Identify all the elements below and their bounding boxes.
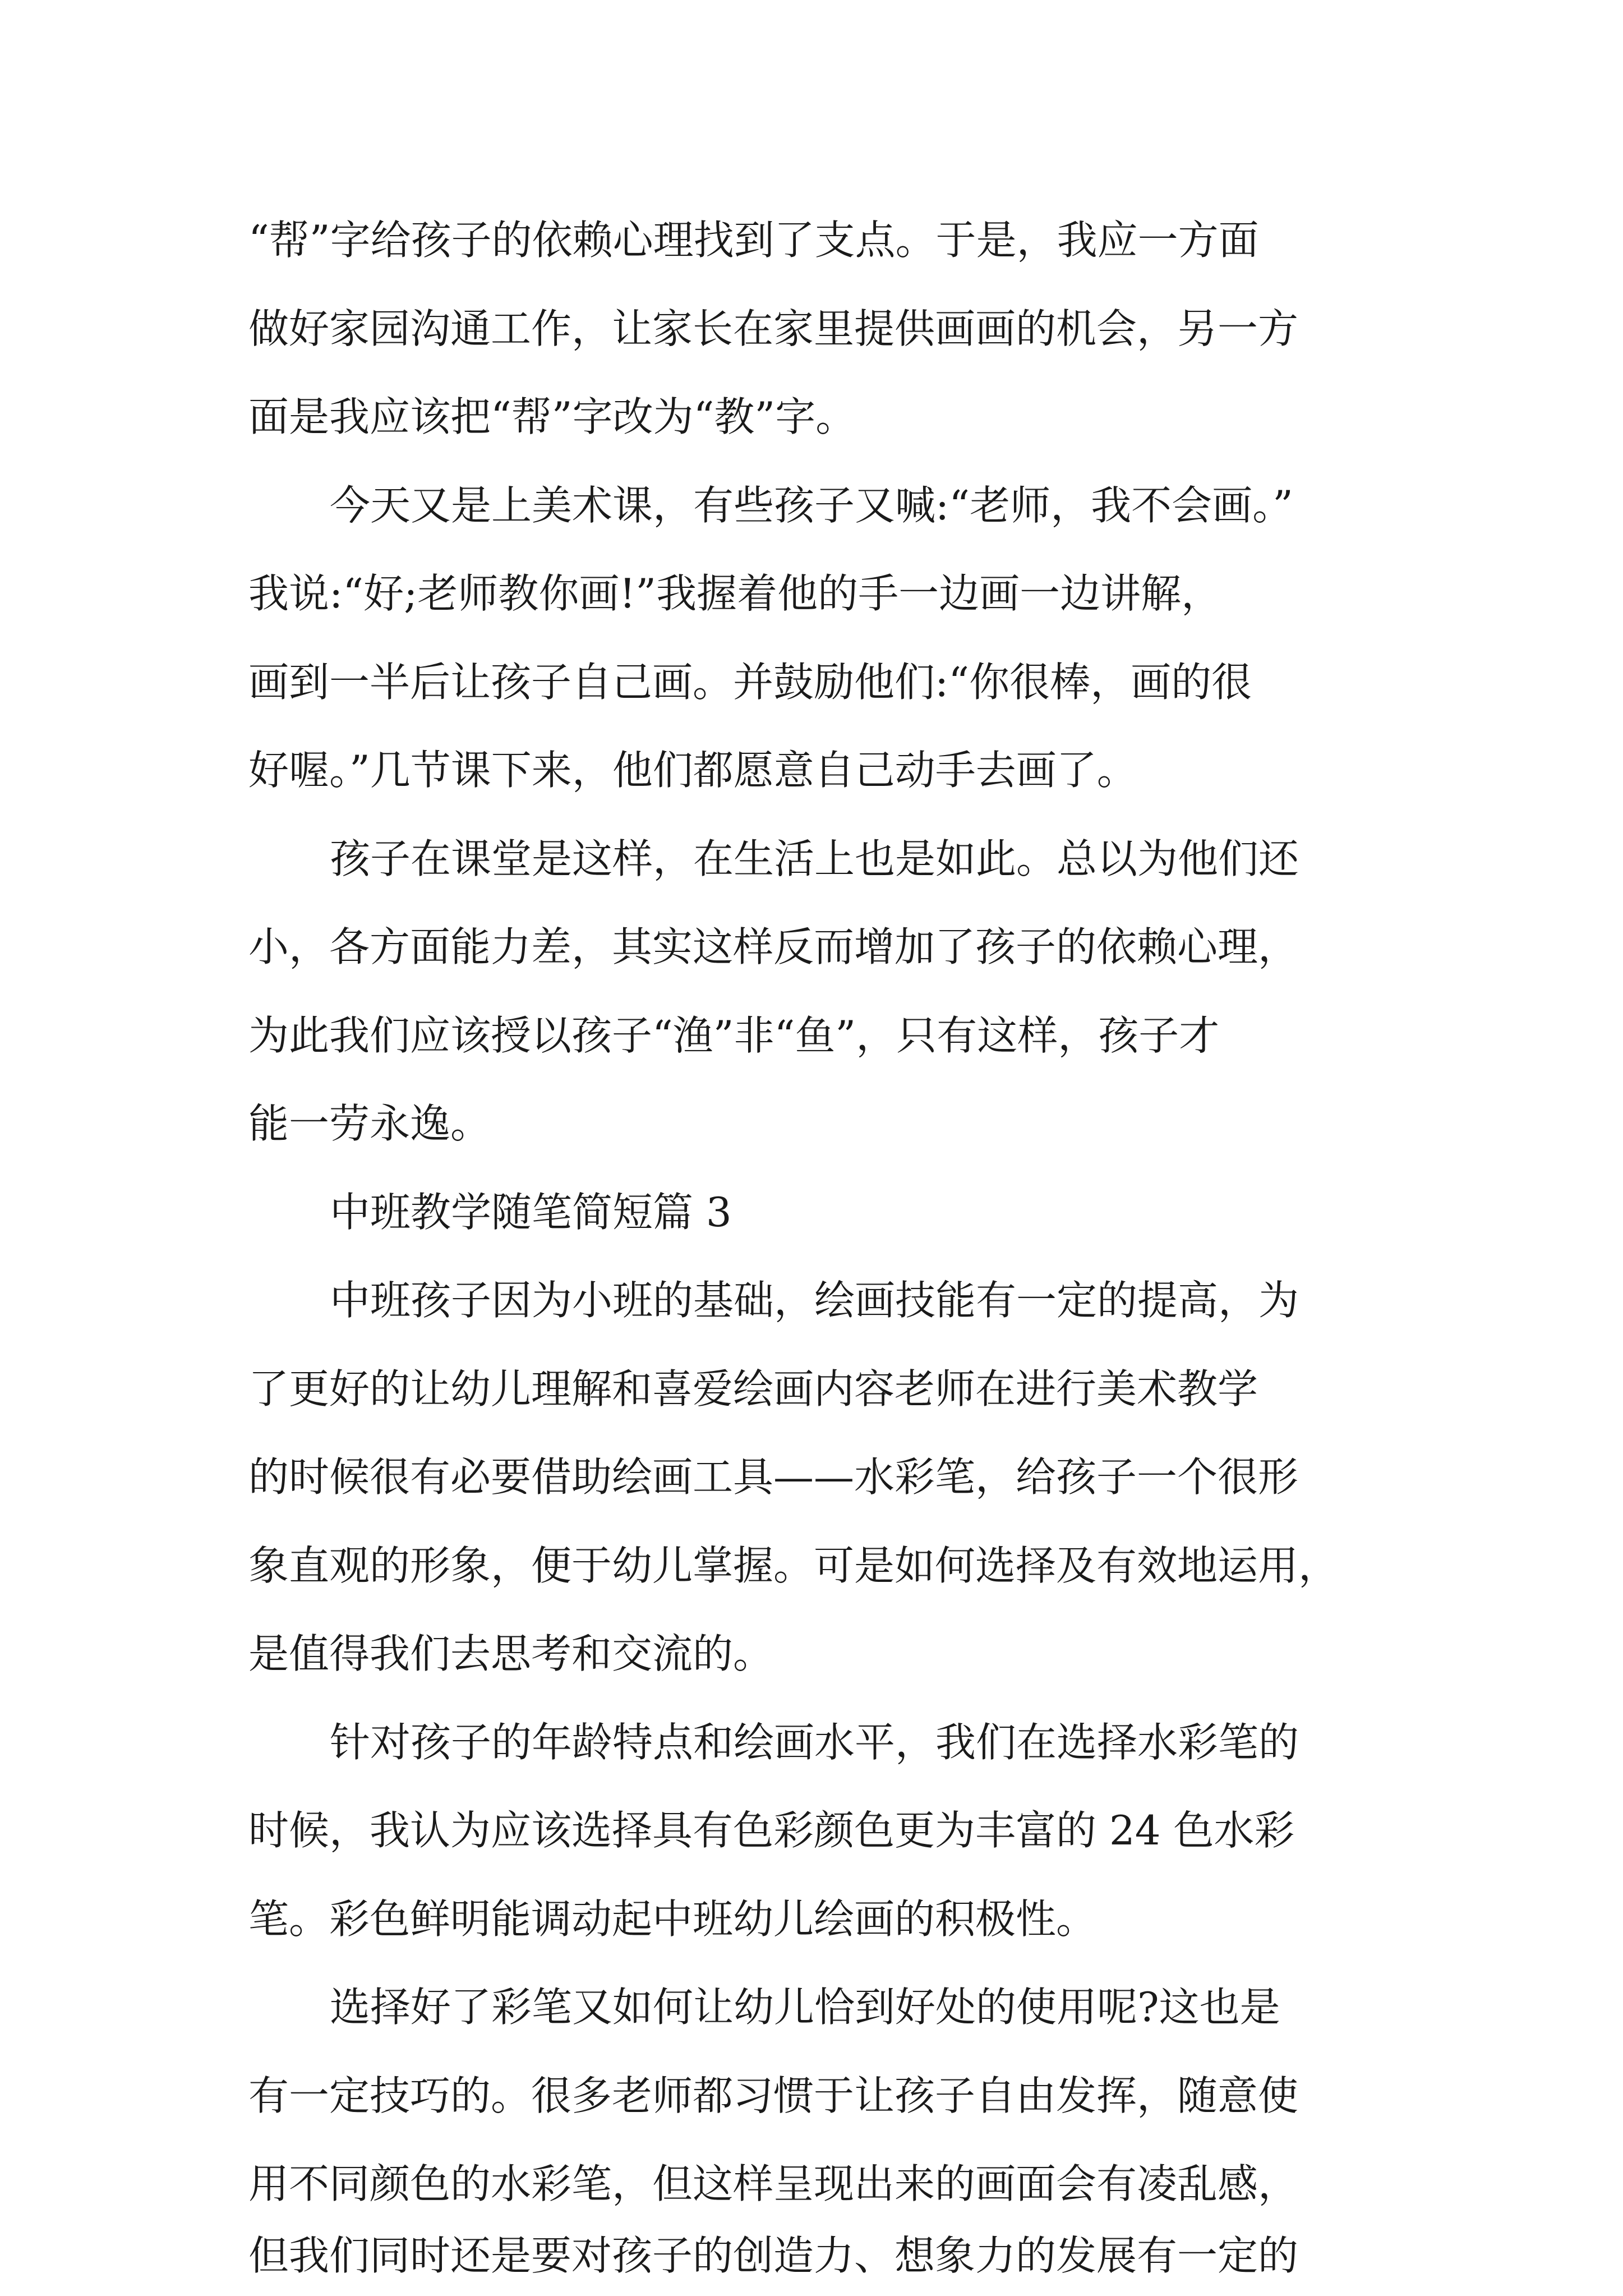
text-line-content: “帮”字给孩子的依赖心理找到了支点。于是，我应一方面 <box>248 217 1259 264</box>
text-line-content: 我说:“好;老师教你画!”我握着他的手一边画一边讲解， <box>248 570 1222 617</box>
text-line <box>0 378 1623 456</box>
text-line-content: 能一劳永逸。 <box>248 1100 491 1147</box>
text-line-content: 今天又是上美术课，有些孩子又喊:“老师，我不会画。” <box>330 482 1293 529</box>
text-line <box>0 289 1623 368</box>
text-line <box>0 1350 1623 1428</box>
text-line-content: 选择好了彩笔又如何让幼儿恰到好处的使用呢?这也是 <box>330 1984 1280 2031</box>
text-line-content: 笔。彩色鲜明能调动起中班幼儿绘画的积极性。 <box>248 1895 1097 1943</box>
text-line-content: 为此我们应该授以孩子“渔”非“鱼”，只有这样，孩子才 <box>248 1012 1220 1059</box>
text-line-content: 好喔。”几节课下来，他们都愿意自己动手去画了。 <box>248 747 1137 794</box>
text-line <box>0 1968 1623 2046</box>
text-line-content: 小，各方面能力差，其实这样反而增加了孩子的依赖心理， <box>248 923 1299 970</box>
section-heading-text: 中班教学随笔简短篇 3 <box>330 1189 732 1236</box>
text-line <box>0 554 1623 633</box>
text-line-content: 是值得我们去思考和交流的。 <box>248 1630 774 1677</box>
text-line-content: 画到一半后让孩子自己画。并鼓励他们:“你很棒，画的很 <box>248 659 1252 706</box>
text-line <box>0 1438 1623 1516</box>
text-line <box>0 996 1623 1075</box>
text-line <box>0 1880 1623 1958</box>
text-line <box>0 908 1623 986</box>
text-line-content: 面是我应该把“帮”字改为“教”字。 <box>248 393 856 440</box>
text-line-content: 但我们同时还是要对孩子的创造力、想象力的发展有一定的 <box>248 2232 1299 2279</box>
text-line <box>0 2056 1623 2135</box>
text-line <box>0 201 1623 279</box>
text-line <box>0 2216 1623 2295</box>
text-line-content: 时候，我认为应该选择具有色彩颜色更为丰富的 24 色水彩 <box>248 1807 1295 1854</box>
text-line <box>0 1791 1623 1870</box>
text-line-content: 有一定技巧的。很多老师都习惯于让孩子自由发挥，随意使 <box>248 2072 1299 2119</box>
text-line <box>0 1526 1623 1605</box>
text-line-content: 了更好的让幼儿理解和喜爱绘画内容老师在进行美术教学 <box>248 1365 1258 1412</box>
text-line <box>0 1261 1623 1340</box>
text-line-content: 的时候很有必要借助绘画工具——水彩笔，给孩子一个很形 <box>248 1453 1299 1501</box>
text-line-content: 象直观的形象，便于幼儿掌握。可是如何选择及有效地运用， <box>248 1542 1339 1589</box>
section-heading <box>0 1173 1623 1251</box>
text-line <box>0 1614 1623 1693</box>
text-line-content: 针对孩子的年龄特点和绘画水平，我们在选择水彩笔的 <box>330 1719 1299 1766</box>
text-line <box>0 1084 1623 1163</box>
text-line <box>0 643 1623 721</box>
text-line-content: 做好家园沟通工作，让家长在家里提供画画的机会，另一方 <box>248 305 1299 352</box>
text-line <box>0 1703 1623 1782</box>
text-line <box>0 820 1623 898</box>
text-line <box>0 2145 1623 2223</box>
text-line-content: 中班孩子因为小班的基础，绘画技能有一定的提高，为 <box>330 1277 1299 1324</box>
text-line-content: 用不同颜色的水彩笔，但这样呈现出来的画面会有凌乱感， <box>248 2160 1299 2207</box>
text-line-content: 孩子在课堂是这样，在生活上也是如此。总以为他们还 <box>330 835 1299 882</box>
text-line <box>0 731 1623 809</box>
text-line <box>0 466 1623 545</box>
